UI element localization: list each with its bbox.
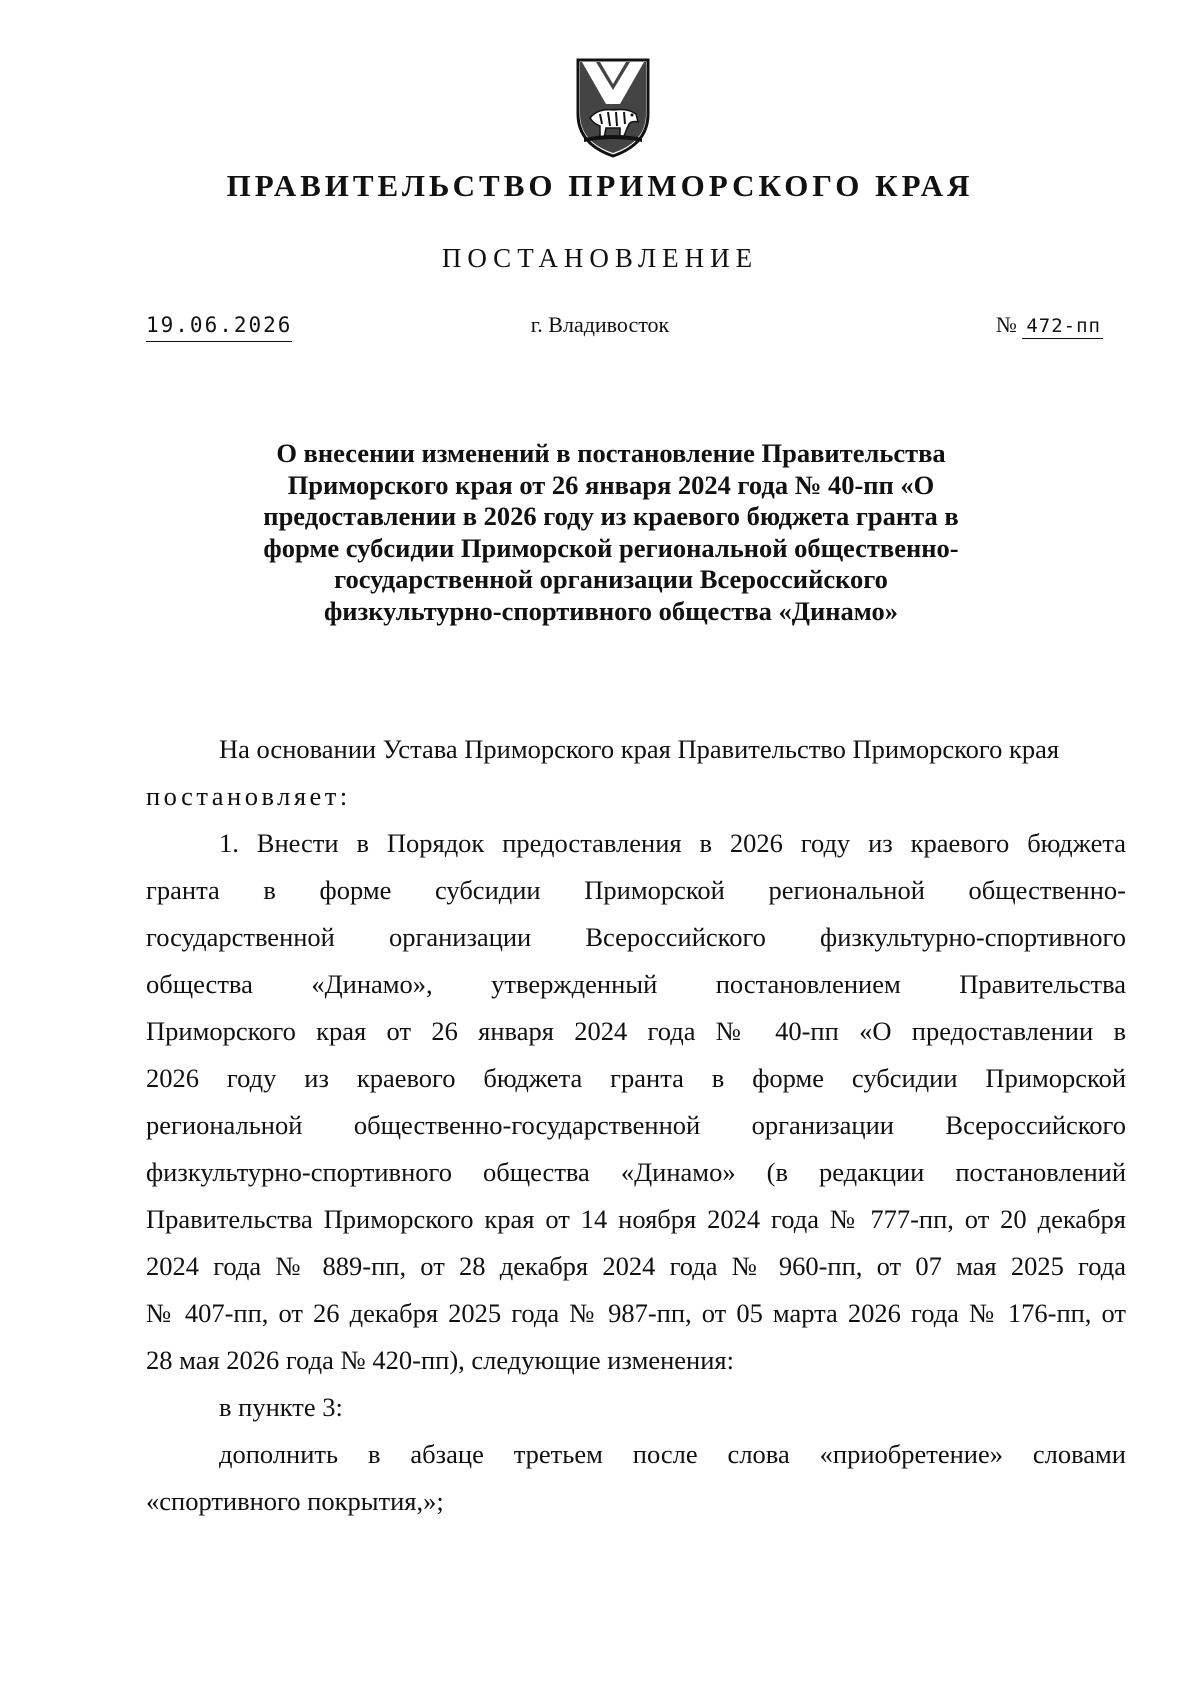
- number-sign: №: [995, 312, 1017, 337]
- document-body: [146, 726, 1126, 1525]
- item1-line: гранта в форме субсидии Приморской региональной общественно-: [146, 875, 1126, 905]
- document-date: 19.06.2026: [146, 310, 292, 342]
- document-city: г. Владивосток: [530, 312, 670, 337]
- heading-line: форме субсидии Приморской региональной общественно-: [263, 532, 959, 563]
- amendment-line: «спортивного покрытия,»;: [146, 1486, 444, 1516]
- item1-line: 1. Внести в Порядок предоставления в 2026 году из краевого бюджета: [219, 828, 1126, 858]
- document-type: ПОСТАНОВЛЕНИЕ: [441, 243, 759, 273]
- item1-line: 28 мая 2026 года № 420-пп), следующие изменения:: [146, 1345, 734, 1375]
- number-value: 472-пп: [1022, 315, 1103, 339]
- subpoint-paragraph: в пункте 3:: [219, 1392, 343, 1422]
- document-number: [996, 310, 1103, 341]
- item1-line: физкультурно-спортивного общества «Динамо» (в редакции постановлений: [146, 1157, 1126, 1187]
- resolves-word: постановляет:: [146, 781, 351, 811]
- item1-line: региональной общественно-государственной организации Всероссийского: [146, 1110, 1126, 1140]
- heading-line: предоставлении в 2026 году из краевого бюджета гранта в: [263, 501, 959, 531]
- item1-line: Приморского края от 26 января 2024 года № 40-пп «О предоставлении в: [146, 1016, 1126, 1046]
- item1-line: 2026 году из краевого бюджета гранта в форме субсидии Приморской: [146, 1063, 1126, 1093]
- heading-line: государственной организации Всероссийского: [334, 564, 888, 594]
- item1-line: общества «Динамо», утвержденный постановлением Правительства: [146, 969, 1126, 999]
- coat-of-arms-icon: [570, 52, 656, 160]
- item1-line: № 407-пп, от 26 декабря 2025 года № 987-пп, от 05 марта 2026 года № 176-пп, от: [146, 1298, 1126, 1328]
- item1-line: государственной организации Всероссийского физкультурно-спортивного: [146, 922, 1126, 952]
- government-title: ПРАВИТЕЛЬСТВО ПРИМОРСКОГО КРАЯ: [226, 168, 974, 203]
- heading-line: О внесении изменений в постановление Правительства: [276, 438, 946, 468]
- item1-line: Правительства Приморского края от 14 ноября 2024 года № 777-пп, от 20 декабря: [146, 1204, 1126, 1234]
- heading-line: физкультурно-спортивного общества «Динамо»: [323, 595, 899, 626]
- amendment-line: дополнить в абзаце третьем после слова «приобретение» словами: [219, 1439, 1126, 1469]
- heading-line: Приморского края от 26 января 2024 года № 40-пп «О: [287, 469, 935, 500]
- preamble-paragraph: На основании Устава Приморского края Правительство Приморского края: [219, 734, 1060, 764]
- item1-line: 2024 года № 889-пп, от 28 декабря 2024 года № 960-пп, от 07 мая 2025 года: [146, 1251, 1126, 1281]
- document-heading: [230, 438, 992, 627]
